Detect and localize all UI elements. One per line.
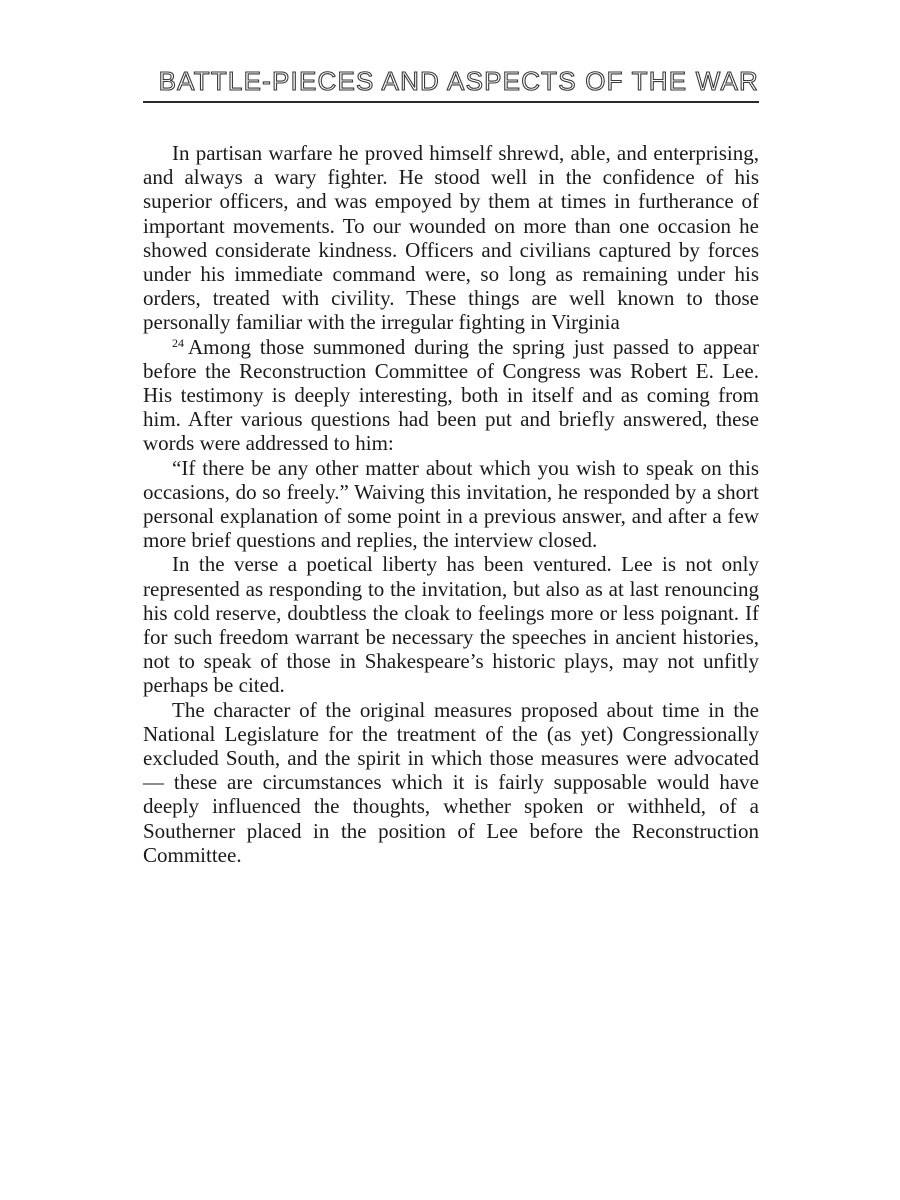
paragraph-note-24 <box>143 335 759 456</box>
note-number: 24 <box>172 335 184 350</box>
paragraph-partisan-warfare: In partisan warfare he proved himself shrewd, able, and enterprising, and always a wary fighter. He stood well in the confidence of his superior officers, and was empoyed by them at times in furtherance of important movements. To our wounded on more than one occasion he showed considerate kindness. Officers and civilians captured by forces under his immediate command were, so long as remaining under his orders, treated with civility. These things are well known to those personally familiar with the irregular fighting in Virginia <box>143 141 759 335</box>
running-header-title: BATTLE-PIECES AND ASPECTS OF THE WAR <box>158 66 759 96</box>
body-text <box>143 141 759 867</box>
paragraph-poetical-liberty: In the verse a poetical liberty has been ventured. Lee is not only represented as responding to the invitation, but also as at last renouncing his cold reserve, doubtless the cloak to feelings more or less poignant. If for such freedom warrant be necessary the speeches in ancient histories, not to speak of those in Shakespeare’s historic plays, may not unfitly perhaps be cited. <box>143 552 759 698</box>
header-rule <box>143 101 759 103</box>
paragraph-quoted-invitation: “If there be any other matter about which you wish to speak on this occasions, do so freely.” Waiving this invitation, he responded by a short personal explanation of some point in a previous answer, and after a few more brief questions and replies, the interview closed. <box>143 455 759 553</box>
paragraph-original-measures: The character of the original measures proposed about time in the National Legislature for the treatment of the (as yet) Congressionally excluded South, and the spirit in which those measures were advocated — these are circumstances which it is fairly supposable would have deeply influenced the thoughts, whether spoken or withheld, of a Southerner placed in the position of Lee before the Reconstruction Committee. <box>143 697 759 867</box>
note-24-text: Among those summoned during the spring just passed to appear before the Reconstruction Committee of Congress was Robert E. Lee. His testimony is deeply interesting, both in itself and as coming from him. After various questions had been put and briefly answered, these words were addressed to him: <box>143 334 759 456</box>
